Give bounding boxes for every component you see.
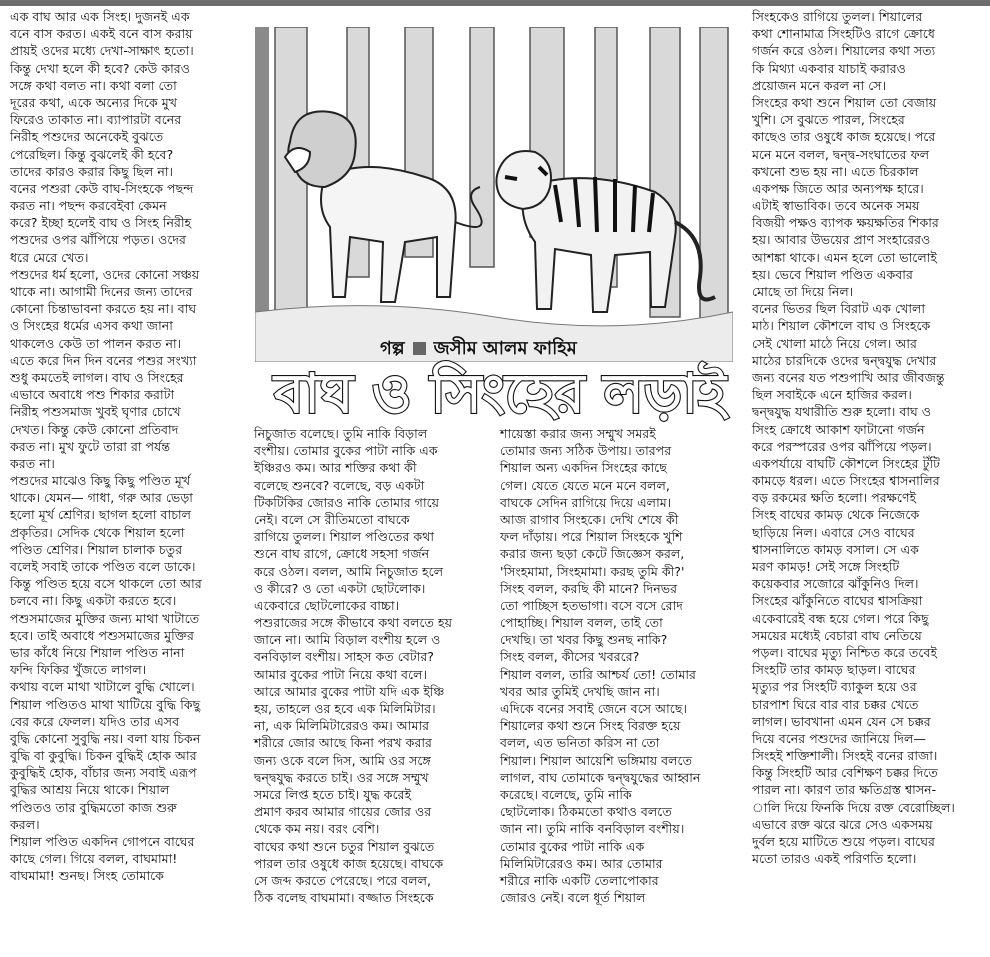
text-line: জন্য বনের যত পশুপাখি আর জীবজন্তু [752, 369, 945, 385]
text-line: মিলিমিটারেরও কম। আর তোমার [500, 855, 663, 871]
text-line: কিন্তু দেখা হলে কী হবে? কেউ কারও [10, 60, 190, 76]
text-line: শিয়াল অন্য একদিন সিংহের কাছে [500, 460, 667, 476]
text-line: এদিকে বনের সবাই জেনে বসে আছে। [500, 701, 687, 716]
text-line: একেবারে ছোটলোকের বাচ্চা। [254, 597, 400, 613]
text-line: শায়েস্তা করার জন্য সম্মুখ সমরই [500, 426, 656, 441]
tree-trunk [470, 27, 494, 267]
text-line: না, এক মিলিমিটারেরও কম। আমার [254, 718, 430, 734]
text-line: করত না। মুখ ফুটে তারা রা পর্যন্ত [10, 438, 171, 454]
text-line: মনে মনে বলল, দ্বন্দ্ব-সংঘাতের ফল [752, 146, 930, 162]
text-line: সময়ের মধ্যেই বেচারা বাঘ নেতিয়ে [752, 627, 922, 643]
text-line: ছোটলোক। ঠিকমতো কথাও বলতে [500, 804, 672, 820]
page-top-rule [0, 0, 990, 6]
text-line: পশুদের ধর্ম হলো, ওদের কোনো সঞ্চয় [10, 266, 200, 282]
text-line: ও সিংহের ধর্মের এসব কথা জানা [10, 318, 173, 334]
text-line: মাঠ। শিয়াল কৌশলে বাঘ ও সিংহকে [752, 318, 931, 334]
text-line: পেরেছিল। কিন্তু বুঝলেই কী হবে? [10, 146, 174, 162]
text-line: 'সিংহমামা, সিংহমামা। করছ তুমি কী?' [500, 563, 685, 579]
text-line: দূরের কথা, একে অন্যের দিকে মুখ [10, 94, 178, 110]
text-line: এটাই স্বাভাবিক। তবে অনেক সময় [752, 198, 920, 214]
text-line: পণ্ডিতও তার বুদ্ধিমতো কাজ শুরু [10, 799, 177, 815]
lion-body [321, 167, 456, 302]
text-line: এতে করে দিন দিন বনের পশুর সংখ্যা [10, 352, 197, 368]
text-line: এভাবে রক্ত ঝরে ঝরে সেও একসময় [752, 816, 933, 832]
text-line: পারল না। কারণ তার ক্ষতিগ্রস্ত শ্বাসন- [752, 782, 937, 798]
text-line: তাদের কারও করার কিছু ছিল না। [10, 163, 174, 179]
lion-figure [285, 111, 482, 302]
text-line: পড়ল। বাঘের মৃত্যু নিশ্চিত করে তবেই [752, 644, 937, 660]
text-line: প্রয়োজন মনে করল না সে। [752, 77, 887, 93]
text-line: দেখছি। তা খবর কিছু শুনছ নাকি? [500, 632, 668, 648]
text-line: একপর্যায়ে বাঘটি কৌশলে সিংহের টুঁটি [752, 455, 940, 471]
text-line: থাকে। যেমন— গাধা, গরু আর ভেড়া [10, 490, 193, 506]
text-line: হয়, তাহলে ওর হবে এক মিলিমিটার। [254, 701, 436, 716]
text-line: রাগিয়ে তুলল। শিয়াল পণ্ডিতের কথা [254, 529, 435, 545]
text-line: চলবে না। কিছু একটা করতে হবে। [10, 593, 177, 609]
text-line: খবর আর তুমিই দেখছি জান না। [500, 683, 660, 699]
text-line: দুর্বল হয়ে মাটিতে শুয়ে পড়ল। বাঘের [752, 834, 935, 849]
text-line: বুদ্ধি কোনো সুবুদ্ধি নয়। বলা যায় চিকন [10, 730, 201, 746]
text-line: কাছে গেল। গিয়ে বলল, বাঘমামা! [10, 851, 178, 867]
byline-square-icon [413, 342, 426, 355]
text-line: সিংহ বাঘের কামড় থেকে নিজেকে [752, 507, 920, 523]
text-line: পশুদের ওপর ঝাঁপিয়ে পড়ত। ওদের [10, 232, 186, 248]
title-svg [250, 356, 750, 426]
text-line: কোনো চিন্তাভাবনা করতে হয় না। বাঘ [10, 301, 197, 317]
text-line: একেবারেই বন্ধ হয়ে গেল। পরে কিছু [752, 610, 929, 626]
text-line: নেই। বলে সে রীতিমতো বাঘকে [254, 511, 410, 527]
text-line: পোহাচ্ছি। শিয়াল বলল, তাই তো [500, 615, 663, 631]
text-line: শিয়াল পণ্ডিতও মাথা খাটিয়ে বুদ্ধি কিছু [10, 696, 201, 712]
text-line: ছিল সবাইকে এনে হাজির করল। [752, 387, 912, 403]
text-line: ধরে মেরে খেত। [10, 249, 89, 265]
text-line: জোরও নেই। বলে ধূর্ত শিয়াল [500, 890, 646, 906]
text-line: তোমার বুকের পাটা নাকি এক [500, 838, 645, 854]
text-line: পশুসমাজের মুক্তির জন্য মাথা খাটাতে [10, 610, 200, 626]
text-line: সিংহ বলল, কীসের খবররে? [500, 649, 640, 665]
text-line: কাছেও তার ওষুধে কাজ হয়েছে। পরে [752, 129, 936, 145]
text-line: থাকলেও কেউ তা পালন করত না। [10, 335, 182, 351]
text-line: তোমার জন্য সঠিক উপায়। তারপর [500, 443, 672, 459]
text-line: সিংহকেও রাগিয়ে তুলল। শিয়ালের [752, 9, 923, 24]
text-line: নিরীহ পশুদের অনেকেই বুঝতে [10, 129, 164, 145]
text-line: সিংহ বলল, করছি কী মানে? দিনভর [500, 580, 678, 596]
text-line: আজ রাগাব সিংহকে। দেখি শেষে কী [500, 511, 679, 527]
text-line: থাকে না। আগামী দিনের জন্য তাদের [10, 284, 193, 299]
tree-trunk [700, 27, 728, 327]
text-line: হবে। তাই অবাধে পশুসমাজের মুক্তির [10, 627, 194, 643]
text-line: হয়। ভেবে শিয়াল পণ্ডিত একবার [752, 266, 913, 282]
text-line: ছাড়িয়ে নিল। এবারে সেও বাঘের [752, 524, 915, 540]
text-line: মরণ কামড়! সেই সঙ্গে সিংহটি [752, 559, 900, 574]
text-line: তো পাচ্ছিস হতভাগা। বসে বসে রোদ [500, 597, 683, 613]
text-line: বুদ্ধির আশ্রয় নিয়ে থাকে। শিয়াল [10, 782, 170, 798]
text-line: হলো মূর্খ শ্রেণির। ছাগল হলো বাচাল [10, 507, 192, 523]
text-line: শিয়াল। শিয়াল আয়েশি ভঙ্গিমায় বলতে [500, 752, 693, 768]
text-line: লাগল, বাঘ তোমাকে দ্বন্দ্বযুদ্ধের আহ্বান [500, 769, 701, 785]
text-line: পশুদের মাঝেও কিছু কিছু পণ্ডিত মূর্খ [10, 473, 191, 489]
title-text: বাঘ ও সিংহের লড়াই [274, 362, 726, 425]
text-line: ফল দাঁড়ায়। পরে শিয়াল সিংহকে খুশি [500, 529, 683, 545]
text-line: বের করে ফেলল। যদিও তার এসব [10, 713, 180, 729]
text-line: মতো তারও একই পরিণতি হলো। [752, 851, 917, 867]
text-line: জানে না। আমি বিড়াল বংশীয় হলে ও [254, 632, 441, 648]
tree-trunk-dark [255, 27, 269, 327]
text-line: বনবিড়াল বংশীয়। সাহস কত বেটার? [254, 649, 434, 665]
text-line: বলেই সবাই তাকে পণ্ডিত বলে ডাকে। [10, 559, 196, 574]
text-line: দিয়ে বনের পশুদের জানিয়ে দিল— [752, 730, 926, 746]
text-line: আরে আমার বুকের পাটা যদি এক ইঞ্চি [254, 683, 445, 699]
text-line: বলল, এত ভনিতা করিস না তো [500, 735, 660, 751]
text-line: বলেছে শুনবে? বলেছে, বড় একটা [254, 477, 425, 493]
text-line: কিন্তু সিংহটি আর বেশিক্ষণ চক্কর দিতে [752, 765, 938, 781]
text-line: শরীরে জোর আছে কিনা পরখ করার [254, 735, 432, 751]
text-line: ও কীরে? ও তো একটা ছোটলোক। [254, 580, 426, 596]
text-line: কিন্তু পণ্ডিত হয়ে বসে থাকলে তো আর [10, 576, 202, 592]
text-line: চারপাশ ঘিরে বার বার চক্কর খেতে [752, 696, 919, 712]
text-line: প্রকৃতির। সেদিক থেকে শিয়াল হলো [10, 524, 185, 540]
text-line: ইঞ্চিরও কম। আর শক্তির কথা কী [254, 460, 417, 476]
text-line: কয়েকবার সজোরে ঝাঁকুনিও দিল। [752, 576, 919, 592]
text-line: দ্বন্দ্বযুদ্ধ করতে চাই। ওর সঙ্গে সম্মুখ [254, 769, 429, 785]
text-line: গেল। যেতে যেতে মনে মনে বলল, [500, 477, 670, 493]
text-line: ালি দিয়ে ফিনকি দিয়ে রক্ত বেরোচ্ছিল। [752, 799, 955, 815]
illustration-svg [255, 27, 733, 362]
tiger-head [496, 151, 551, 209]
text-line: দেখত। কিন্তু কেউ কোনো প্রতিবাদ [10, 421, 179, 437]
text-line: নিরীহ পশুসমাজ খুবই ঘৃণার চোখে [10, 404, 181, 420]
text-line: সেই খোলা মাঠে নিয়ে গেল। আর [752, 335, 917, 351]
text-line: বুদ্ধি বা কুবুদ্ধি। চিকন বুদ্ধিই হোক আর [10, 748, 197, 764]
text-line: মোছে তা দিয়ে নিল। [752, 284, 854, 299]
text-line: গর্জন করে ওঠল। শিয়ালের কথা সত্য [752, 43, 936, 59]
text-line: ঠিক বলেছ বাঘমামা। বজ্জাত সিংহকে [254, 890, 434, 906]
text-line: বাঘমামা! শুনছ। সিংহ তোমাকে [10, 868, 164, 884]
text-line: ফিরেও তাকাত না। ব্যাপারটা বনের [10, 112, 182, 128]
text-line: সমরে লিপ্ত হতে চাই। যুদ্ধ করেই [254, 786, 412, 802]
text-line: সে জব্দ করতে পেরেছে। পরে বলল, [254, 872, 431, 888]
text-line: জন্য ওকে বলে দিস, আমি ওর সঙ্গে [254, 752, 431, 768]
text-line: বনে বাস করত। একই বনে বাস করায় [10, 26, 193, 42]
text-line: বিজয়ী পক্ষও ব্যাপক ক্ষয়ক্ষতির শিকার [752, 215, 939, 231]
text-line: শিয়াল বলল, তারি আশ্চর্য তো! তোমার [500, 666, 696, 682]
text-line: আশঙ্কা থাকে। এমন হলে তো ভালোই [752, 249, 937, 265]
text-line: মৃত্যুর পর সিংহটি ব্যাকুল হয়ে ওর [752, 679, 917, 695]
text-line: পণ্ডিত শ্রেণির। শিয়াল চালাক চতুর [10, 541, 183, 557]
text-line: প্রমাণ করব আমার গায়ের জোর ওর [254, 804, 432, 820]
text-line: সিংহটি তার কামড় ছাড়ল। বাঘের [752, 662, 916, 678]
text-line: লাগল। ভাবখানা এমন যেন সে চক্কর [752, 713, 931, 729]
text-line: সিংহই শক্তিশালী। সিংহই বনের রাজা। [752, 748, 938, 764]
text-line: করে? ইচ্ছা হলেই বাঘ ও সিংহ নিরীহ [10, 215, 192, 231]
text-line: করত না। পছন্দ করবেইবা কেমন [10, 198, 167, 214]
column-4 [752, 8, 955, 867]
text-line: কুবুদ্ধিই হোক, বাঁচার জন্য সবাই এরূপ [10, 765, 197, 781]
text-line: করল। [10, 816, 40, 832]
text-line: করেছে। বলেছে, তুমি নাকি [500, 786, 632, 802]
text-line: মাঠের চারদিকে ওদের দ্বন্দ্বযুদ্ধ দেখার [752, 352, 937, 368]
text-line: বংশীয়। তোমার বুকের পাটা নাকি এক [254, 443, 438, 459]
text-line: বাঘের কথা শুনে চতুর শিয়াল বুঝতে [254, 838, 435, 854]
text-line: সঙ্গে কথা বলত না। কথা বলা তো [10, 77, 177, 93]
column-2 [254, 425, 452, 906]
text-line: বড় রকমের ক্ষতি হলো। পরক্ষণেই [752, 490, 917, 506]
author-name: জসীম আলম ফাহিম [433, 338, 577, 359]
genre-label: গল্প [380, 338, 405, 359]
text-line: পারল তার ওষুধে কাজ হয়েছে। বাঘকে [254, 855, 444, 871]
text-line: করত না। [10, 455, 55, 471]
text-line: সিংহ ক্রোধে আকাশ ফাটানো গর্জন [752, 421, 925, 437]
text-line: ভার কাঁধে নিয়ে শিয়াল পণ্ডিত নানা [10, 644, 185, 660]
text-line: কামড়ে ধরল। এতে সিংহের শ্বাসনালির [752, 473, 940, 489]
text-line: জান না। তুমি নাকি বনবিড়াল বংশীয়। [500, 821, 685, 837]
text-line: ফন্দি ফিকির খুঁজতে লাগল। [10, 662, 147, 678]
text-line: সিংহের কথা শুনে শিয়াল তো বেজায় [752, 94, 937, 110]
text-line: এক বাঘ আর এক সিংহ। দুজনই এক [10, 9, 190, 24]
text-line: কথা শোনামাত্র সিংহটিও রাগে ক্রোধে [752, 26, 935, 42]
text-line: বাঘকে সেদিন রাগিয়ে দিয়ে এলাম। [500, 494, 672, 510]
text-line: শুনে বাঘ রাগে, ক্রোধে সহসা গর্জন [254, 546, 430, 562]
column-1 [10, 8, 202, 885]
text-line: কখনো শুভ হয় না। এতে চিরকাল [752, 163, 919, 179]
tiger-lion-illustration [255, 27, 733, 362]
text-line: কথায় বলে মাথা খাটালে বুদ্ধি খোলে। [10, 679, 195, 695]
text-line: টিকটিকির জোরও নাকি তোমার গায়ে [254, 494, 440, 510]
text-line: খুশি। সে বুঝতে পারল, সিংহের [752, 112, 905, 128]
text-line: দ্বন্দ্বযুদ্ধ যথারীতি শুরু হলো। বাঘ ও [752, 404, 932, 420]
text-line: করার জন্য ছড়া কেটে জিজ্ঞেস করল, [500, 546, 685, 562]
text-line: প্রায়ই ওদের মধ্যে দেখা-সাক্ষাৎ হতো। [10, 43, 194, 59]
text-line: থেকে কম নয়। বরং বেশি। [254, 821, 380, 837]
text-line: সিংহের ঝাঁকুনিতে বাঘের শ্বাসক্রিয়া [752, 593, 923, 609]
text-line: করে পরস্পরের ওপর ঝাঁপিয়ে পড়ল। [752, 438, 932, 454]
text-line: শিয়াল পণ্ডিত একদিন গোপনে বাঘের [10, 834, 195, 849]
text-line: বনের ভিতর ছিল বিরাট এক খোলা [752, 301, 926, 317]
column-3 [500, 425, 700, 906]
text-line: এভাবে অবাধে পশু শিকার করাটা [10, 387, 175, 403]
text-line: হয়। আবার উভয়ের প্রাণ সংহারেরও [752, 232, 931, 248]
text-line: শ্বাসনালিতে কামড় বসাল। সে এক [752, 541, 919, 557]
text-line: পশুরাজের সঙ্গে কীভাবে কথা বলতে হয় [254, 615, 453, 631]
text-line: শুধু কমতেই লাগল। বাঘ ও সিংহের [10, 369, 184, 385]
text-line: একপক্ষ জিতে আর অন্যপক্ষ হারে। [752, 180, 924, 196]
text-line: আমার বুকের পাটা নিয়ে কথা বলে। [254, 666, 427, 682]
text-line: নিচুজাত বলেছে। তুমি নাকি বিড়াল [254, 426, 428, 441]
text-line: শিয়ালের কথা শুনে সিংহ বিরক্ত হয়ে [500, 718, 681, 734]
text-line: শরীরে নাকি একটি তেলাপোকার [500, 872, 659, 888]
text-line: কি মিথ্যা একবার যাচাই করারও [752, 60, 906, 76]
text-line: করে ওঠল। বলল, আমি নিচুজাত হলে [254, 563, 444, 579]
text-line: বনের পশুরা কেউ বাঘ-সিংহকে পছন্দ [10, 180, 194, 196]
story-title [250, 356, 750, 426]
